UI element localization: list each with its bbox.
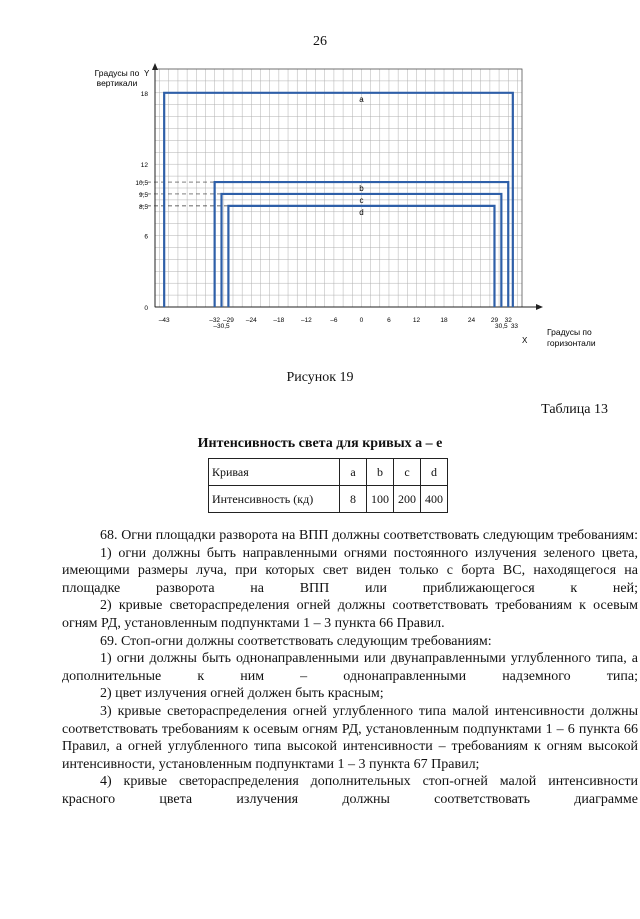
list-item: 1) огни должны быть направленными огнями постоянного излучения зеленого цвета, имеющими размеры луча, при которых свет виден только с борта ВС, находящегося на площадке разворота на ВПП или приближающегося к ней;: [62, 545, 638, 596]
x-tick-label: –6: [330, 317, 338, 324]
x-tick-label: –12: [300, 317, 312, 324]
curve-label: d: [359, 207, 364, 217]
x-tick-label: 32: [504, 317, 512, 324]
table-value-cell: 100: [367, 486, 394, 513]
y-tick-label: 10,5: [135, 180, 148, 188]
y-tick-label: 9,5: [138, 191, 148, 199]
x-axis-arrow-icon: [536, 304, 543, 310]
table-value-cell: 400: [421, 486, 448, 513]
curve-label: c: [359, 195, 364, 205]
x-tick-label: 18: [440, 317, 448, 324]
y-axis-label: Градусы по: [94, 68, 140, 78]
table-header-cell: d: [421, 459, 448, 486]
table-title: Интенсивность света для кривых а – е: [197, 436, 443, 451]
table-row-values: [209, 486, 448, 513]
list-item: 3) кривые светораспределения огней углубленного типа малой интенсивности должны соответствовать требованиям к осевым огням РД, установленным подпунктами 1 – 6 пункта 66 Правил, а огней углубленного типа высокой интенсивности – требованиям к огням высокой интенсивности, установленным подпунктами 1 – 3 пункта 67 Правил;: [62, 703, 638, 772]
x-tick-label: –18: [273, 317, 285, 324]
y-tick-label: 18: [140, 90, 148, 98]
x-tick-label: 12: [412, 317, 421, 324]
table-header-cell: b: [367, 459, 394, 486]
y-tick-label: 6: [144, 233, 148, 241]
table-row-header: [209, 459, 448, 486]
table-value-cell: 200: [394, 486, 421, 513]
list-item: 4) кривые светораспределения дополнительных стоп-огней малой интенсивности красного цвета излучения должны соответствовать диаграмме: [62, 774, 638, 807]
curve-label: a: [359, 94, 364, 104]
page-number: 26: [313, 34, 327, 49]
curve-label: b: [359, 184, 364, 194]
light-distribution-diagram: [80, 62, 600, 352]
table-header-cell: c: [394, 459, 421, 486]
paragraph-68: 68. Огни площадки разворота на ВПП должны соответствовать следующим требованиям:: [100, 528, 638, 543]
x-tick-label: 6: [387, 317, 391, 324]
x-tick-label: 30,5: [495, 323, 508, 330]
x-tick-label: 33: [510, 323, 519, 330]
y-axis-label: вертикали: [96, 78, 138, 88]
intensity-table: [208, 458, 448, 513]
x-axis-letter: X: [522, 336, 528, 345]
paragraph-69: 69. Стоп-огни должны соответствовать следующим требованиям:: [100, 633, 492, 649]
x-axis-label: горизонтали: [547, 338, 596, 348]
x-tick-label: 29: [490, 317, 499, 324]
list-item: 1) огни должны быть однонаправленными или двунаправленными углубленного типа, а дополнительные к ним – однонаправленными надземного типа;: [62, 651, 638, 684]
table-header-cell: a: [340, 459, 367, 486]
table-header-label: Кривая: [209, 459, 340, 486]
y-tick-label: 12: [140, 162, 148, 170]
x-tick-label: 24: [467, 317, 476, 324]
x-axis-label: Градусы по: [547, 327, 592, 337]
x-tick-label: –43: [158, 317, 170, 324]
table-value-cell: 8: [340, 486, 367, 513]
y-tick-label: 0: [144, 305, 148, 312]
x-tick-label: 0: [359, 317, 364, 324]
table-label: Таблица 13: [541, 402, 608, 417]
y-tick-label: 8,5: [138, 203, 148, 211]
x-tick-label: –29: [222, 317, 234, 324]
table-row-label: Интенсивность (кд): [209, 486, 340, 513]
y-axis-arrow-icon: [152, 63, 158, 70]
body-text: [62, 527, 638, 809]
list-item: 2) цвет излучения огней должен быть красным;: [100, 686, 384, 702]
x-tick-label: –30,5: [213, 323, 230, 330]
figure-caption: Рисунок 19: [286, 370, 354, 385]
y-axis-letter: Y: [144, 69, 150, 78]
x-tick-label: –24: [245, 317, 257, 324]
list-item: 2) кривые светораспределения огней должны соответствовать требованиям к осевым огням РД, установленным подпунктами 1 – 3 пункта 66 Правил.: [62, 598, 638, 631]
x-tick-label: –32: [209, 317, 221, 324]
